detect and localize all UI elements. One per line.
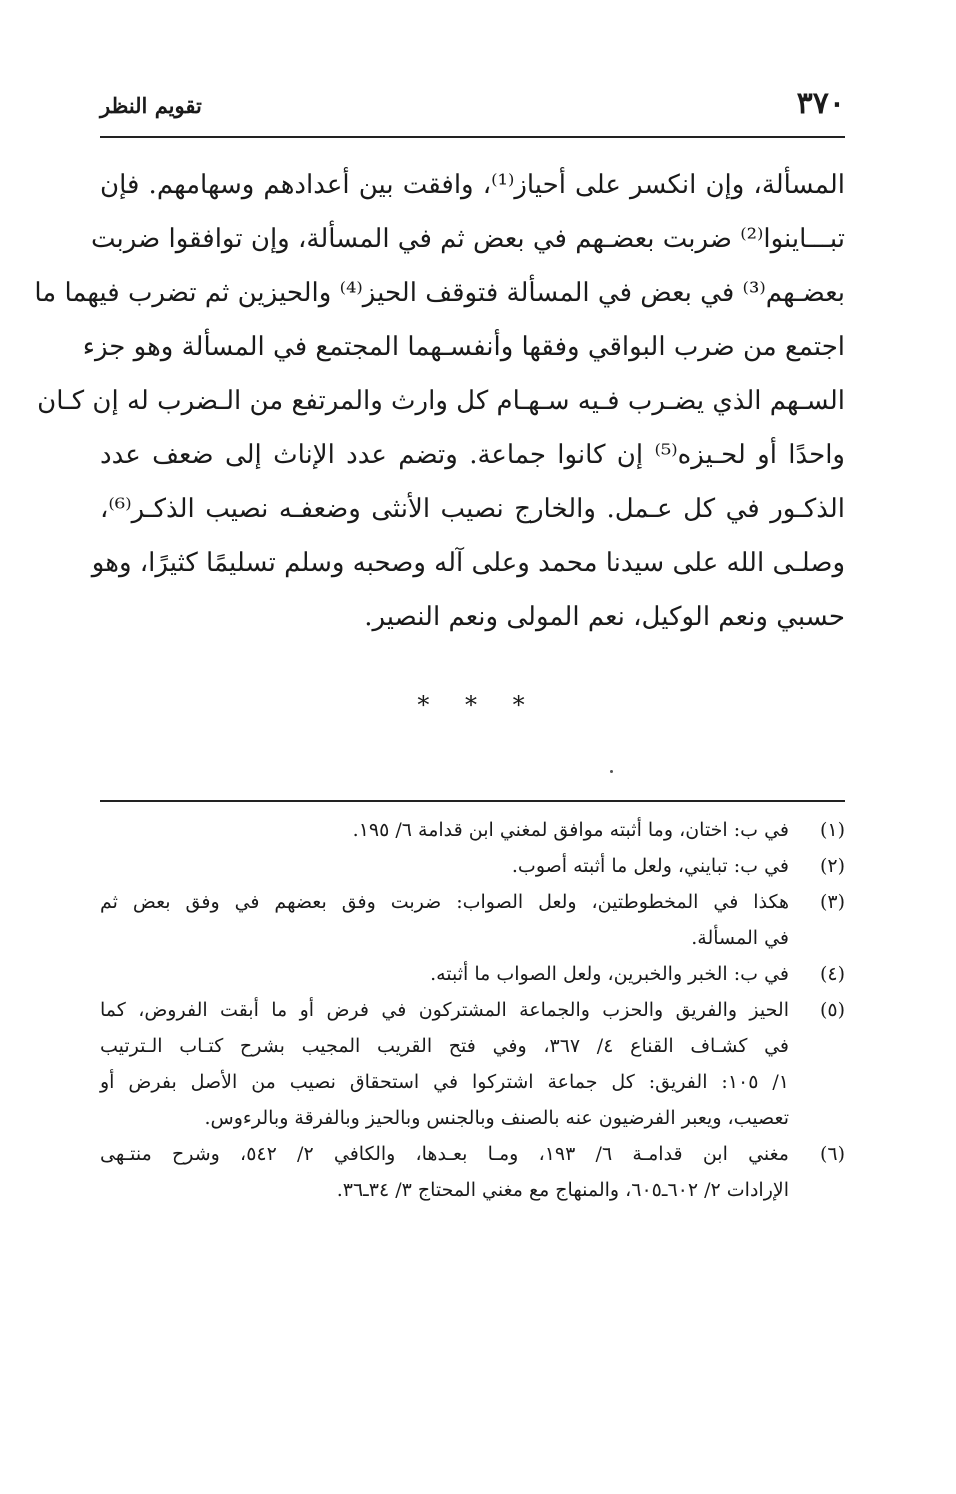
footnote-number: (٦) (819, 1143, 845, 1165)
footnote-number: (٢) (819, 855, 845, 877)
text-line: السـهم الذي يضـرب فـيه سـهـام كل وارث والمرتفع من الـضرب له إن كـان (37, 386, 845, 416)
footnote-line: الإرادات ٢/ ٦٠٢ـ٦٠٥، والمنهاج مع مغني المحتاج ٣/ ٣٤ـ٣٦. (336, 1179, 789, 1201)
footnote (100, 848, 845, 884)
page-number: ٣٧٠ (796, 86, 845, 121)
text-line: حسبي ونعم الوكيل، نعم المولى ونعم النصير. (364, 602, 845, 632)
section-separator: * * * (417, 691, 539, 719)
text-line: الذكـور في كل عـمل. والخارج نصيب الأنثى وضعفـه نصيب الذكـر⁽⁶⁾، (100, 494, 845, 524)
text-line: بعضـهم⁽³⁾ في بعض في المسألة فتوقف الحيز⁽⁴⁾ والحيزين ثم تضرب فيهما ما (34, 278, 845, 308)
text-line: المسألة، وإن انكسر على أحياز⁽¹⁾، وافقت بين أعدادهم وسهامهم. فإن (100, 170, 845, 200)
text-line: واحدًا أو لحـيزه⁽⁵⁾ إن كانوا جماعة. وتضم عدد الإناث إلى ضعف عدد (100, 440, 845, 470)
footnote-line: تعصيب، ويعبر الفرضيون عنه بالصنف وبالجنس وبالحيز وبالفرقة وبالرءوس. (204, 1107, 789, 1129)
footnote (100, 956, 845, 992)
text-line: وصلـى الله على سيدنا محمد وعلى آله وصحبه وسلم تسليمًا كثيرًا، وهو (91, 548, 845, 578)
footnote (100, 1136, 845, 1208)
footnote-line: هكذا في المخطوطتين، ولعل الصواب: ضربت وفق بعضهم في وفق بعض ثم (100, 891, 789, 913)
footnote-line: الحيز والفريق والحزب والجماعة المشتركون في فرض أو ما أبقت الفروض، كما (100, 999, 789, 1021)
footnote-line: في ب: اختان، وما أثبته موافق لمغني ابن قدامة ٦/ ١٩٥. (352, 819, 789, 841)
footnote-line: في ب: الخبر والخبرين، ولعل الصواب ما أثبته. (430, 963, 789, 985)
footnote-line: مغني ابن قدامـة ٦/ ١٩٣، ومـا بعـدها، والكافي ٢/ ٥٤٢، وشرح منتـهى (100, 1143, 789, 1165)
stray-mark (610, 770, 613, 773)
footnote-rule (100, 800, 845, 802)
footnote-line: في ب: تبايني، ولعل ما أثبته أصوب. (511, 855, 789, 877)
text-line: اجتمع من ضرب البواقي وفقها وأنفسـهما المجتمع في المسألة وهو جزء (82, 332, 845, 362)
footnote-number: (٥) (819, 999, 845, 1021)
running-header (100, 86, 845, 126)
footnote-line: في كشـاف القناع ٤/ ٣٦٧، وفي فتح القريب المجيب بشرح كتـاب الـترتيب (100, 1035, 789, 1057)
footnote-line: في المسألة. (691, 927, 789, 949)
footnote (100, 812, 845, 848)
footnote (100, 884, 845, 956)
footnote-number: (٣) (819, 891, 845, 913)
footnote-number: (١) (819, 819, 845, 841)
footnotes (100, 812, 845, 1208)
footnote (100, 992, 845, 1136)
footnote-line: ١/ ١٠٥: الفريق: كل جماعة اشتركوا في استحقاق نصيب من الأصل بفرض أو (100, 1071, 789, 1093)
text-line: تبـــاينوا⁽²⁾ ضربت بعضـهم في بعض ثم في المسألة، وإن توافقوا ضربت (91, 224, 845, 254)
footnote-number: (٤) (819, 963, 845, 985)
book-title: تقويم النظر (100, 93, 202, 118)
main-text-block (34, 158, 845, 644)
header-rule (100, 136, 845, 138)
